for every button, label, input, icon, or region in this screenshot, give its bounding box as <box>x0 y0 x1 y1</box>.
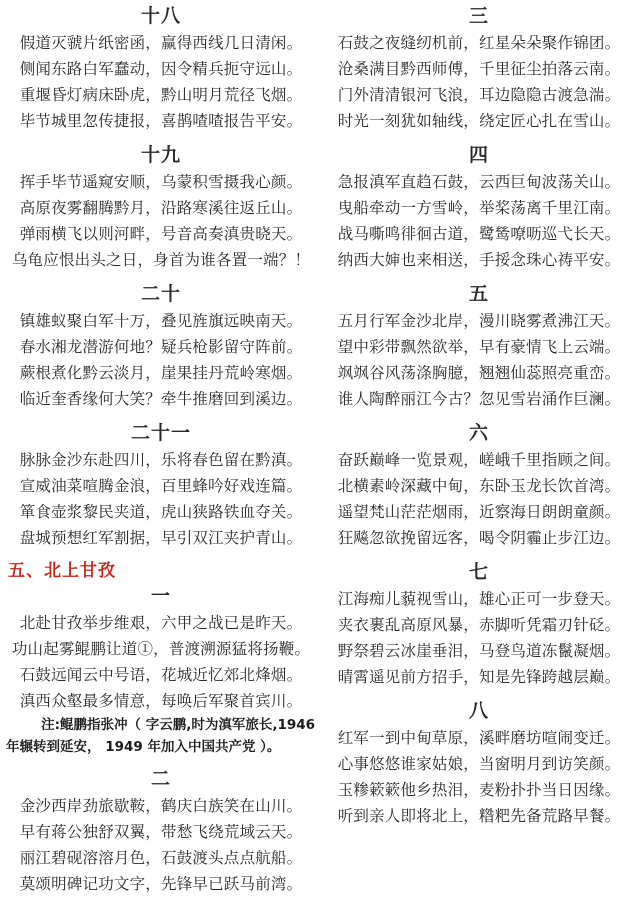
poem-line: 镇雄蚁聚白军十万，叠见旌旗远映南天。 <box>19 312 303 330</box>
poem-line: 丽江碧砚溶溶月色，石鼓渡头点点航船。 <box>19 849 303 867</box>
poem-line: 石鼓远闻云中号语，花城近忆郊北烽烟。 <box>19 666 303 684</box>
poem-line: 遥望梵山茫茫烟雨，近察海日朗朗童颜。 <box>337 503 621 521</box>
poem-number: 三 <box>468 5 489 27</box>
poem-line: 望中彩带飘然欲举，早有豪情飞上云端。 <box>337 338 621 356</box>
poem-五 <box>324 282 634 412</box>
poem-line: 临近奎香缘何大笑？牵牛推磨回到溪边。 <box>19 390 303 408</box>
poem-line: 挥手毕节遥窥安顺，乌蒙积雪摄我心颜。 <box>19 173 303 191</box>
poem-line: 晴霄遥见前方招手，知是先锋跨越层巅。 <box>337 668 621 686</box>
poem-footnote: 年辗转到延安， 1949 年加入中国共产党 ）。 <box>6 739 281 755</box>
poem-line: 沧桑满目黔西师傅，千里征尘拍落云南。 <box>337 60 621 78</box>
poem-line: 玉糁簌簌他乡热泪，麦粉扑扑当日因缘。 <box>337 781 621 799</box>
poem-line: 时光一刻犹如轴线，绕定匠心扎在雪山。 <box>337 112 621 130</box>
poem-number: 二 <box>150 768 171 790</box>
poem-line: 战马嘶鸣徘徊古道，鹭鸶嘹呖巡弋长天。 <box>337 225 621 243</box>
poem-八 <box>324 699 634 829</box>
left-column <box>2 4 320 906</box>
poem-line: 宣威油菜喧腾金浪，百里蜂吟好戏连篇。 <box>19 477 303 495</box>
right-column <box>320 4 638 906</box>
poem-line: 蕨根煮化黔云淡月，崖果挂丹荒岭寒烟。 <box>19 364 303 382</box>
poem-line: 狂飚忽欲挽留远客，喝令阴霾止步江边。 <box>337 529 621 547</box>
poem-line: 重堰昏灯病床卧虎，黔山明月荒径飞烟。 <box>19 86 303 104</box>
poem-一 <box>6 584 316 758</box>
poem-line: 金沙西岸劲旅歇鞍，鹤庆白族笑在山川。 <box>19 797 303 815</box>
poem-number: 二十一 <box>130 422 191 444</box>
poem-line: 石鼓之夜缝纫机前，红星朵朵聚作锦团。 <box>337 34 621 52</box>
poem-line: 北赴甘孜举步维艰，六甲之战已是昨天。 <box>19 614 303 632</box>
section-heading: 五、北上甘孜 <box>8 561 116 581</box>
poem-二十 <box>6 282 316 412</box>
poem-line: 春水湘龙潜游何地？疑兵枪影留守阵前。 <box>19 338 303 356</box>
poem-line: 江海痴儿藐视雪山，雄心正可一步登天。 <box>337 590 621 608</box>
poem-number: 十八 <box>140 5 181 27</box>
poem-十八 <box>6 4 316 134</box>
poem-十九 <box>6 143 316 273</box>
poem-二十一 <box>6 421 316 551</box>
poem-line: 纳西大婶也来相送，手挼念珠心祷平安。 <box>337 251 621 269</box>
poem-三 <box>324 4 634 134</box>
poem-line: 红军一到中甸草原，溪畔磨坊喧闹变迁。 <box>337 729 621 747</box>
poem-number: 八 <box>468 700 489 722</box>
poem-number: 四 <box>468 144 489 166</box>
poem-line: 野祭碧云冰崖垂泪，马登鸟道冻鬣凝烟。 <box>337 642 621 660</box>
poem-line: 急报滇军直趋石鼓，云西巨甸波荡关山。 <box>337 173 621 191</box>
poem-line: 谁人陶醉丽江今古？忽见雪岩涌作巨澜。 <box>337 390 621 408</box>
poem-line: 弹雨横飞以则河畔，号音高奏滇贵晓天。 <box>19 225 303 243</box>
poem-line: 莫颂明碑记功文字，先锋早已跃马前湾。 <box>19 875 303 893</box>
poem-line: 早有蒋公独舒双翼，带愁飞绕荒域云天。 <box>19 823 303 841</box>
poem-line: 毕节城里忽传捷报，喜鹊喳喳报告平安。 <box>19 112 303 130</box>
poem-line: 乌龟应恨出头之日，身首为谁各置一端？！ <box>11 251 311 269</box>
poem-number: 二十 <box>140 283 181 305</box>
poem-line: 盘城预想红军割据，早引双江夹护青山。 <box>19 529 303 547</box>
poem-line: 听到亲人即将北上，糌粑先备荒路早餐。 <box>337 807 621 825</box>
poem-number: 十九 <box>140 144 181 166</box>
poem-四 <box>324 143 634 273</box>
poem-number: 七 <box>468 561 489 583</box>
poem-footnote: 注:鲲鹏指张冲（ 字云鹏,时为滇军旅长,1946 <box>41 717 316 733</box>
poem-六 <box>324 421 634 551</box>
poem-line: 高原夜雾翻腾黔月，沿路寒溪往返丘山。 <box>19 199 303 217</box>
poem-line: 心事悠悠谁家姑娘，当窗明月到访笑颜。 <box>337 755 621 773</box>
poem-line: 假道灭虢片纸密函，赢得西线几日清闲。 <box>19 34 303 52</box>
poem-line: 飒飒谷风荡涤胸臆，翘翘仙蕊照亮重峦。 <box>337 364 621 382</box>
poem-line: 箪食壶浆黎民夹道，虎山狭路铁血夺关。 <box>19 503 303 521</box>
poem-line: 夹衣裹乱高原风暴，赤脚听凭霜刃针砭。 <box>337 616 621 634</box>
poem-line: 门外清清银河飞浪，耳边隐隐古渡急湍。 <box>337 86 621 104</box>
poem-number: 一 <box>150 585 171 607</box>
poem-line: 侧闻东路白军蠢动，因令精兵扼守远山。 <box>19 60 303 78</box>
poem-line: 脉脉金沙东赴四川，乐将春色留在黔滇。 <box>19 451 303 469</box>
poem-line: 滇西众壑最多情意，每唤后军聚首宾川。 <box>19 692 303 710</box>
poem-number: 五 <box>468 283 489 305</box>
poem-line: 功山起雾鲲鹏让道①，普渡溯源猛将扬鞭。 <box>11 640 311 658</box>
poem-line: 曳船牵动一方雪岭，举桨荡离千里江南。 <box>337 199 621 217</box>
poem-number: 六 <box>468 422 489 444</box>
poem-七 <box>324 560 634 690</box>
poem-line: 北横素岭深藏中甸，东卧玉龙长饮首湾。 <box>337 477 621 495</box>
poem-line: 五月行军金沙北岸，漫川晓雾煮沸江天。 <box>337 312 621 330</box>
poem-line: 奋跃巅峰一览景观，嵯峨千里指顾之间。 <box>337 451 621 469</box>
poem-二 <box>6 767 316 897</box>
